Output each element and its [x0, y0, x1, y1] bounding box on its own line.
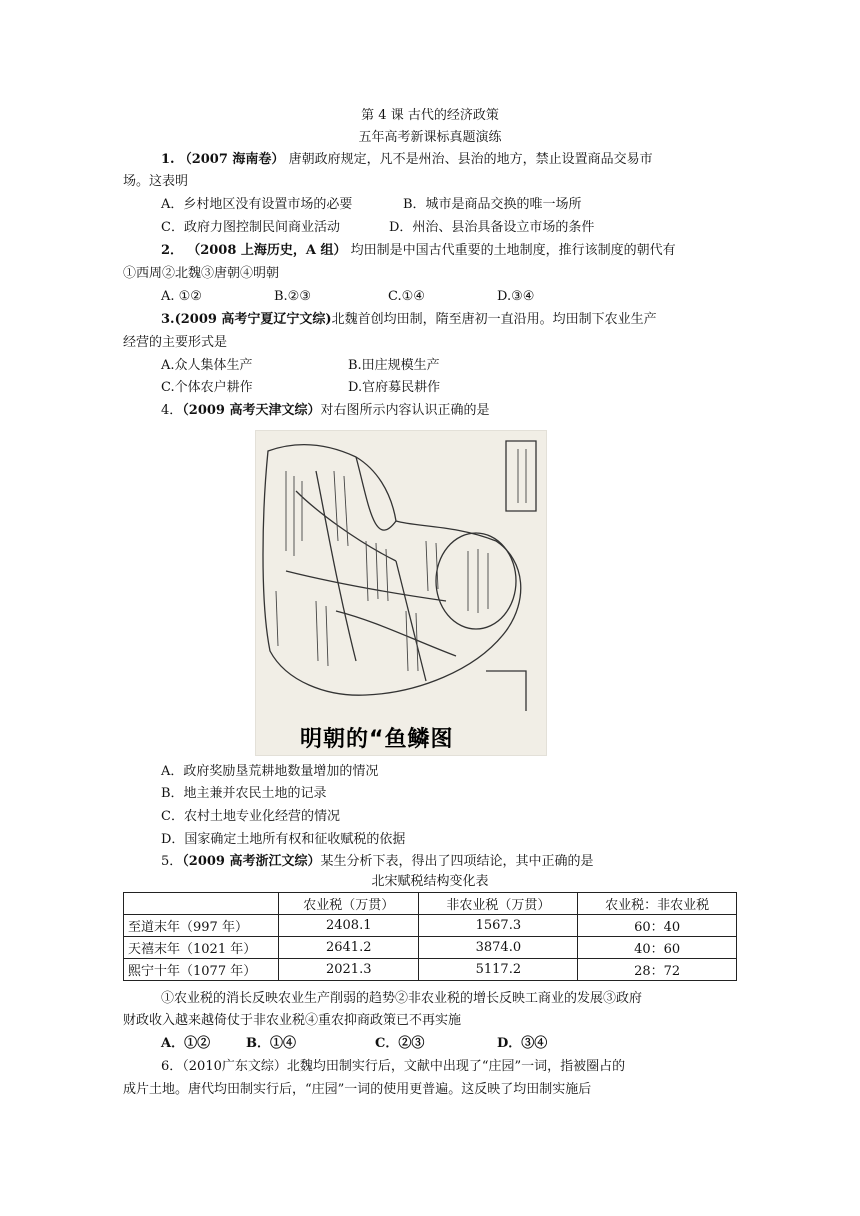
q1-option-b: B．城市是商品交换的唯一场所 — [403, 197, 582, 212]
question-6-stem-cont: 成片土地。唐代均田制实行后，“庄园”一词的使用更普遍。这反映了均田制实施后 — [123, 1082, 592, 1097]
q2-option-a: A. ①② — [161, 289, 202, 304]
table-cell: 60：40 — [578, 915, 737, 937]
q4-option-a: A．政府奖励垦荒耕地数量增加的情况 — [161, 764, 379, 779]
question-source: 3.(2009 高考宁夏辽宁文综) — [161, 312, 332, 327]
q5-conclusions-cont: 财政收入越来越倚仗于非农业税④重农抑商政策已不再实施 — [123, 1013, 462, 1028]
q3-option-b: B.田庄规模生产 — [348, 358, 440, 373]
q3-option-a: A.众人集体生产 — [161, 358, 253, 373]
q5-option-d: D．③④ — [497, 1036, 548, 1051]
table-cell: 1567.3 — [419, 915, 578, 937]
table-row — [124, 937, 737, 959]
q2-option-c: C.①④ — [388, 289, 425, 304]
question-5-stem — [161, 852, 594, 872]
question-1-stem — [161, 150, 653, 170]
q5-option-c: C．②③ — [375, 1036, 425, 1051]
q3-option-d: D.官府募民耕作 — [348, 380, 441, 395]
table-header-cell — [124, 893, 279, 915]
q4-option-c: C．农村土地专业化经营的情况 — [161, 809, 340, 824]
q5-option-a: A．①② — [161, 1036, 211, 1051]
question-text: 北魏首创均田制，隋至唐初一直沿用。均田制下农业生产 — [331, 312, 657, 327]
question-2-stem-cont: ①西周②北魏③唐朝④明朝 — [123, 266, 280, 281]
question-3-stem-cont: 经营的主要形式是 — [123, 335, 228, 350]
table-cell: 2641.2 — [279, 937, 419, 959]
question-text: 对右图所示内容认识正确的是 — [320, 403, 490, 418]
table-cell: 40：60 — [578, 937, 737, 959]
question-text: 某生分析下表，得出了四项结论，其中正确的是 — [320, 854, 594, 869]
question-source: （2007 海南卷） — [178, 152, 285, 167]
table-header-cell: 农业税（万贯） — [279, 893, 419, 915]
q3-option-c: C.个体农户耕作 — [161, 380, 253, 395]
question-2-stem — [161, 241, 676, 261]
tax-structure-table — [123, 892, 737, 981]
q2-option-b: B.②③ — [274, 289, 311, 304]
q1-option-c: C．政府力图控制民间商业活动 — [161, 220, 340, 235]
table-header-row — [124, 893, 737, 915]
table-row — [124, 959, 737, 981]
question-number: 4． — [161, 403, 183, 418]
lesson-title: 第 4 课 古代的经济政策 — [361, 108, 499, 123]
question-number: 1. — [161, 152, 175, 167]
fish-scale-map-image — [255, 430, 547, 756]
question-6-stem: 6．（2010广东文综）北魏均田制实行后，文献中出现了“庄园”一词，指被圈占的 — [161, 1059, 626, 1074]
question-source: （2009 高考天津文综） — [182, 403, 321, 418]
q2-option-d: D.③④ — [497, 289, 535, 304]
image-caption: 明朝的“鱼鳞图 — [300, 727, 454, 752]
table-header-cell: 农业税：非农业税 — [578, 893, 737, 915]
question-3-stem — [161, 310, 657, 330]
section-subtitle: 五年高考新课标真题演练 — [358, 130, 502, 145]
question-1-stem-cont: 场。这表明 — [123, 174, 189, 189]
q1-option-a: A．乡村地区没有设置市场的必要 — [161, 197, 353, 212]
question-number: 2． — [161, 243, 184, 258]
table-cell: 28：72 — [578, 959, 737, 981]
table-header-cell: 非农业税（万贯） — [419, 893, 578, 915]
question-text: 均田制是中国古代重要的土地制度，推行该制度的朝代有 — [350, 243, 676, 258]
question-4-stem — [161, 401, 490, 421]
question-number: 5． — [161, 854, 183, 869]
table-cell: 2021.3 — [279, 959, 419, 981]
table-cell: 3874.0 — [419, 937, 578, 959]
q5-option-b: B．①④ — [246, 1036, 296, 1051]
table-cell: 至道末年（997 年） — [124, 915, 279, 937]
question-source: （2008 上海历史，A 组） — [187, 243, 347, 258]
q4-option-b: B．地主兼并农民土地的记录 — [161, 786, 327, 801]
q5-conclusions: ①农业税的消长反映农业生产削弱的趋势②非农业税的增长反映工商业的发展③政府 — [161, 991, 643, 1006]
q1-option-d: D．州治、县治具备设立市场的条件 — [389, 220, 595, 235]
question-source: （2009 高考浙江文综） — [182, 854, 321, 869]
table-cell: 熙宁十年（1077 年） — [124, 959, 279, 981]
table-cell: 5117.2 — [419, 959, 578, 981]
q4-option-d: D．国家确定土地所有权和征收赋税的依据 — [161, 832, 406, 847]
table-cell: 天禧末年（1021 年） — [124, 937, 279, 959]
fish-scale-map-drawing — [256, 431, 546, 721]
table-row — [124, 915, 737, 937]
question-text: 唐朝政府规定，凡不是州治、县治的地方，禁止设置商品交易市 — [288, 152, 653, 167]
table-title: 北宋赋税结构变化表 — [371, 874, 489, 889]
table-cell: 2408.1 — [279, 915, 419, 937]
